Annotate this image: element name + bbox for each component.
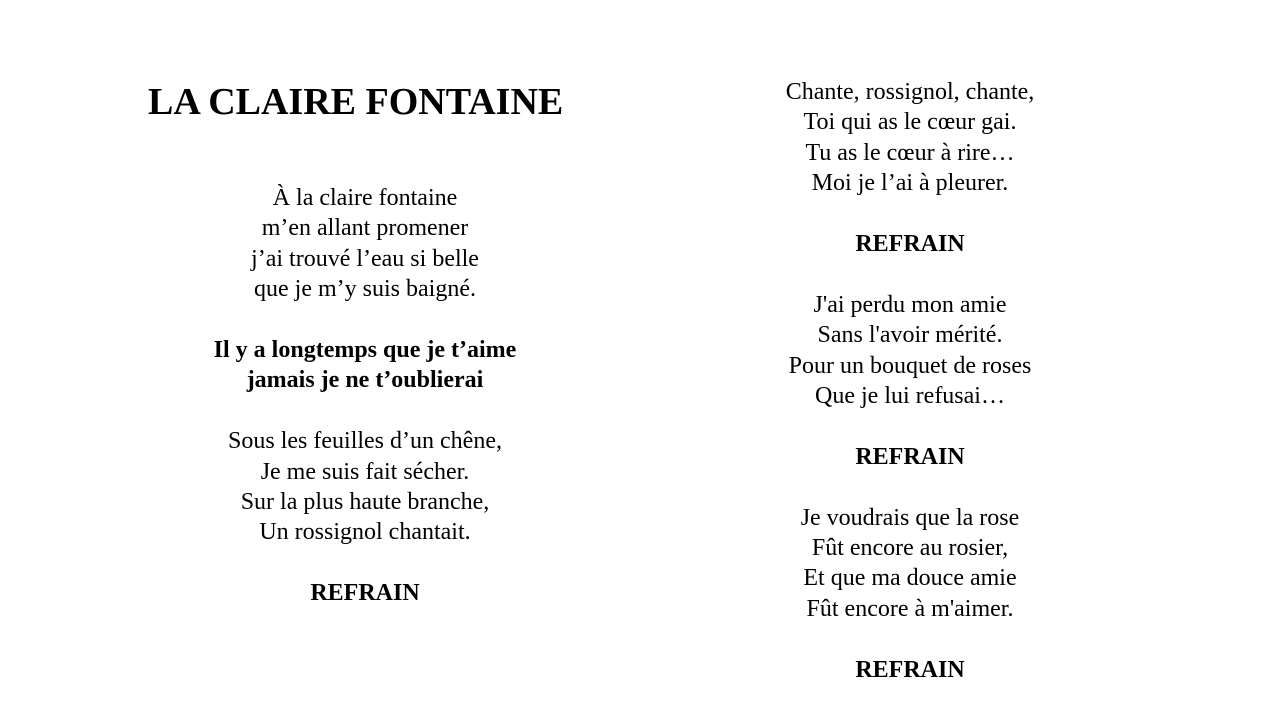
verse-line: Toi qui as le cœur gai.: [803, 109, 1017, 136]
verse-line: Je me suis fait sécher.: [260, 458, 470, 485]
chorus-line: jamais je ne t’oublierai: [246, 367, 484, 394]
refrain-label: REFRAIN: [855, 656, 965, 683]
refrain-label: REFRAIN: [855, 231, 965, 258]
verse-line: J'ai perdu mon amie: [813, 291, 1007, 318]
verse-line: Sur la plus haute branche,: [240, 489, 490, 516]
verse-line: Fût encore au rosier,: [811, 535, 1009, 562]
verse-line: Chante, rossignol, chante,: [785, 79, 1035, 105]
verse-line: Je voudrais que la rose: [800, 504, 1020, 531]
stanza-3: [725, 77, 1095, 199]
verse-line: Et que ma douce amie: [803, 565, 1017, 592]
verse-line: Un rossignol chantait.: [259, 519, 471, 546]
verse-line: Que je lui refusai…: [815, 383, 1005, 410]
verse-line: que je m’y suis baigné.: [254, 276, 476, 303]
refrain-label: REFRAIN: [855, 443, 965, 470]
verse-line: Fût encore à m'aimer.: [806, 595, 1014, 622]
refrain-marker: [725, 655, 1095, 685]
chorus-line: Il y a longtemps que je t’aime: [213, 337, 517, 364]
left-column: [180, 183, 550, 639]
verse-line: Tu as le cœur à rire…: [805, 139, 1015, 166]
refrain-marker: [180, 578, 550, 608]
refrain-marker: [725, 442, 1095, 472]
verse-line: Moi je l’ai à pleurer.: [811, 170, 1009, 197]
page-title: LA CLAIRE FONTAINE: [148, 81, 564, 123]
verse-line: Pour un bouquet de roses: [788, 352, 1032, 379]
verse-line: j’ai trouvé l’eau si belle: [251, 245, 479, 272]
chorus-stanza: [180, 335, 550, 396]
verse-line: Sous les feuilles d’un chêne,: [228, 428, 502, 455]
verse-line: m’en allant promener: [261, 215, 469, 242]
right-column: [725, 77, 1095, 715]
verse-line: Sans l'avoir mérité.: [817, 322, 1003, 349]
stanza-1: [180, 183, 550, 305]
refrain-marker: [725, 229, 1095, 259]
verse-line: À la claire fontaine: [272, 185, 458, 211]
refrain-label: REFRAIN: [310, 580, 420, 607]
stanza-4: [725, 290, 1095, 412]
stanza-2: [180, 426, 550, 548]
stanza-5: [725, 503, 1095, 625]
